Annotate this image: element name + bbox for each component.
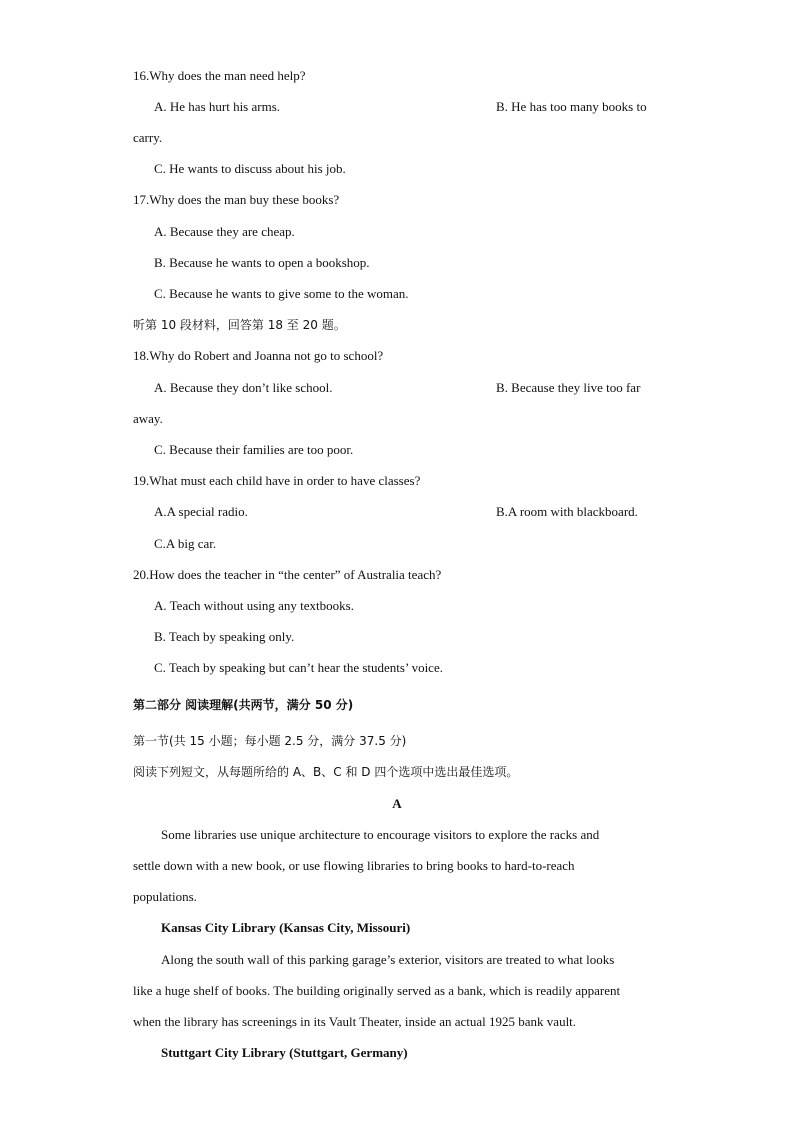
- q20-option-a: A. Teach without using any textbooks.: [154, 598, 354, 613]
- q18-option-b-cont: away.: [133, 411, 163, 426]
- question-17: 17.Why does the man buy these books?: [133, 192, 340, 207]
- kansas-city-heading: Kansas City Library (Kansas City, Missouri): [161, 920, 411, 935]
- q17-option-a: A. Because they are cheap.: [154, 224, 295, 239]
- q17-option-c: C. Because he wants to give some to the woman.: [154, 286, 409, 301]
- q20-option-c: C. Teach by speaking but can’t hear the students’ voice.: [154, 660, 443, 675]
- intro-line-3: populations.: [133, 889, 197, 904]
- kansas-line-3: when the library has screenings in its Vault Theater, inside an actual 1925 bank vault.: [133, 1014, 577, 1029]
- passage-label: A: [392, 796, 402, 811]
- kansas-line-2: like a huge shelf of books. The building originally served as a bank, which is readily apparent: [133, 983, 621, 998]
- q16-option-b: B. He has too many books to: [496, 99, 647, 114]
- q18-option-c: C. Because their families are too poor.: [154, 442, 354, 457]
- q16-option-a: A. He has hurt his arms.: [154, 99, 281, 114]
- question-18: 18.Why do Robert and Joanna not go to school?: [133, 348, 384, 363]
- q16-option-b-cont: carry.: [133, 130, 163, 145]
- listening-instruction: 听第 10 段材料，回答第 18 至 20 题。: [133, 318, 346, 332]
- question-19: 19.What must each child have in order to have classes?: [133, 473, 421, 488]
- stuttgart-heading: Stuttgart City Library (Stuttgart, Germany): [161, 1045, 408, 1060]
- q17-option-b: B. Because he wants to open a bookshop.: [154, 255, 370, 270]
- q19-option-b: B.A room with blackboard.: [496, 504, 638, 519]
- q18-option-a: A. Because they don’t like school.: [154, 380, 333, 395]
- q19-option-c: C.A big car.: [154, 536, 217, 551]
- q16-option-c: C. He wants to discuss about his job.: [154, 161, 346, 176]
- reading-instruction: 阅读下列短文，从每题所给的 A、B、C 和 D 四个选项中选出最佳选项。: [133, 765, 519, 779]
- section-one-heading: 第一节(共 15 小题；每小题 2.5 分，满分 37.5 分): [133, 734, 407, 748]
- q19-option-a: A.A special radio.: [154, 504, 248, 519]
- q20-option-b: B. Teach by speaking only.: [154, 629, 295, 644]
- question-20: 20.How does the teacher in “the center” of Australia teach?: [133, 567, 442, 582]
- intro-line-2: settle down with a new book, or use flowing libraries to bring books to hard-to-reach: [133, 858, 575, 873]
- part-two-title: 第二部分 阅读理解(共两节，满分 50 分): [133, 698, 354, 712]
- q18-option-b: B. Because they live too far: [496, 380, 641, 395]
- question-16: 16.Why does the man need help?: [133, 68, 306, 83]
- intro-line-1: Some libraries use unique architecture to encourage visitors to explore the racks and: [161, 827, 600, 842]
- kansas-line-1: Along the south wall of this parking garage’s exterior, visitors are treated to what looks: [161, 952, 615, 967]
